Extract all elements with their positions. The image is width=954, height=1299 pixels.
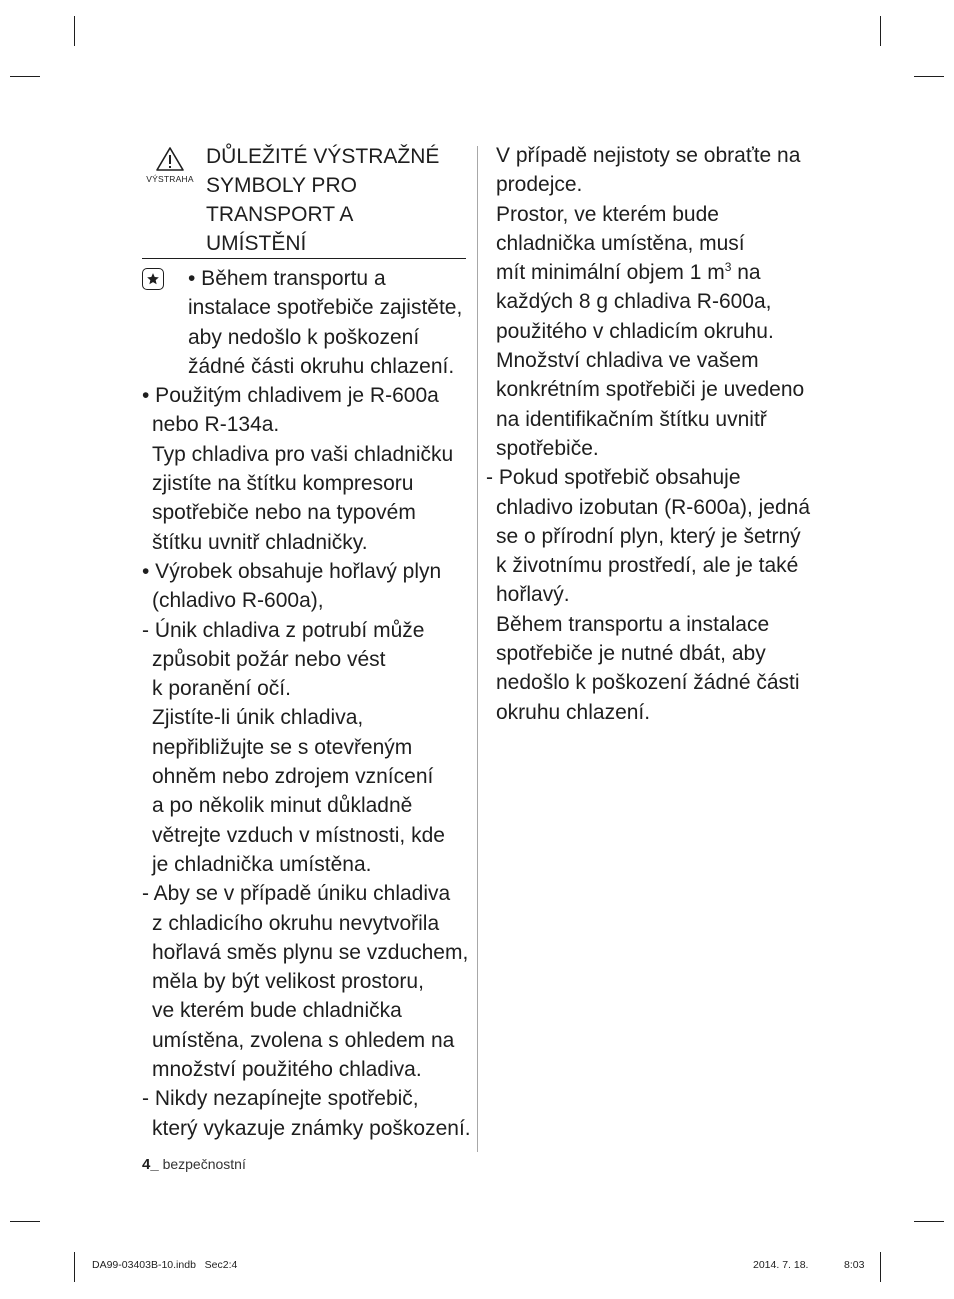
text-line: Množství chladiva ve vašem: [496, 349, 759, 373]
text-line: spotřebiče.: [496, 436, 599, 460]
text-line: zjistíte na štítku kompresoru: [152, 472, 414, 496]
text-line: - Únik chladiva z potrubí může: [142, 618, 425, 642]
print-slug-file: DA99-03403B-10.indb Sec2:4: [92, 1259, 238, 1271]
text-line: je chladnička umístěna.: [152, 852, 372, 876]
text-line: štítku uvnitř chladničky.: [152, 530, 368, 554]
text-line: - Nikdy nezapínejte spotřebič,: [142, 1087, 419, 1111]
text-line: • Použitým chladivem je R-600a: [142, 384, 439, 408]
text-line: nedošlo k poškození žádné části: [496, 671, 800, 695]
text-line: ohněm nebo zdrojem vznícení: [152, 765, 434, 789]
text-line: se o přírodní plyn, který je šetrný: [496, 524, 801, 548]
text-line: spotřebiče je nutné dbát, aby: [496, 642, 766, 666]
text-line: okruhu chlazení.: [496, 700, 651, 724]
text-line: • Výrobek obsahuje hořlavý plyn: [142, 559, 442, 583]
crop-mark: [914, 76, 944, 77]
right-column: [486, 141, 821, 727]
text-line: prodejce.: [496, 173, 583, 197]
text-line: a po několik minut důkladně: [152, 794, 413, 818]
crop-mark: [10, 1221, 40, 1222]
crop-mark: [880, 16, 881, 46]
text-line: k životnímu prostředí, ale je také: [496, 554, 799, 578]
text-line: větrejte vzduch v místnosti, kde: [152, 823, 445, 847]
text-line: způsobit požár nebo vést: [152, 647, 386, 671]
print-slug-time: 8:03: [844, 1259, 865, 1271]
crop-mark: [74, 16, 75, 46]
text-line: spotřebiče nebo na typovém: [152, 501, 416, 525]
print-slug-date: 2014. 7. 18.: [753, 1259, 809, 1271]
left-column: [142, 264, 472, 1143]
text-line: mít minimální objem 1 $m^3$ na: [496, 260, 761, 285]
text-line: hořlavý.: [496, 583, 570, 607]
text-line: konkrétním spotřebiči je uvedeno: [496, 378, 805, 402]
text-line: Typ chladiva pro vaši chladničku: [152, 442, 454, 466]
text-line: nepřibližujte se s otevřeným: [152, 735, 413, 759]
text-line: množství použitého chladiva.: [152, 1058, 422, 1082]
crop-mark: [914, 1221, 944, 1222]
heading-rule: [142, 258, 466, 259]
text-line: na identifikačním štítku uvnitř: [496, 407, 767, 431]
text-line: • Během transportu a: [188, 267, 386, 290]
text-line: Zjistíte-li únik chladiva,: [152, 706, 364, 730]
text-line: - Aby se v případě úniku chladiva: [142, 882, 451, 906]
crop-mark: [880, 1252, 881, 1282]
text-line: - Pokud spotřebič obsahuje: [486, 466, 741, 490]
text-line: žádné části okruhu chlazení.: [188, 354, 455, 378]
text-line: chladivo izobutan (R-600a), jedná: [496, 495, 811, 519]
text-line: instalace spotřebiče zajistěte,: [188, 296, 463, 320]
text-line: Prostor, ve kterém bude: [496, 202, 719, 226]
text-line: použitého v chladicím okruhu.: [496, 319, 774, 343]
crop-mark: [74, 1252, 75, 1282]
warning-triangle-icon: [155, 146, 185, 172]
text-line: V případě nejistoty se obraťte na: [496, 144, 801, 167]
section-heading: DŮLEŽITÉ VÝSTRAŽNÉ SYMBOLY PRO TRANSPORT A UMÍSTĚNÍ: [206, 145, 440, 255]
text-line: z chladicího okruhu nevytvořila: [152, 911, 440, 935]
text-line: chladnička umístěna, musí: [496, 231, 745, 255]
text-line: Během transportu a instalace: [496, 612, 770, 636]
text-line: k poranění očí.: [152, 677, 291, 701]
crop-mark: [10, 76, 40, 77]
page-footer: [142, 1156, 246, 1173]
text-line: každých 8 g chladiva R-600a,: [496, 290, 772, 314]
text-line: umístěna, zvolena s ohledem na: [152, 1028, 455, 1052]
warning-symbol: [138, 146, 202, 184]
text-line: nebo R-134a.: [152, 413, 280, 437]
page-number: 4_: [142, 1156, 159, 1173]
text-line: který vykazuje známky poškození.: [152, 1116, 471, 1140]
text-line: aby nedošlo k poškození: [188, 325, 420, 349]
text-line: hořlavá směs plynu se vzduchem,: [152, 940, 469, 964]
section-name: bezpečnostní: [162, 1156, 246, 1172]
warning-caption: VÝSTRAHA: [146, 174, 194, 184]
text-line: měla by být velikost prostoru,: [152, 970, 424, 994]
text-line: (chladivo R-600a),: [152, 589, 324, 613]
column-divider: [477, 146, 478, 1152]
text-line: ve kterém bude chladnička: [152, 999, 402, 1023]
